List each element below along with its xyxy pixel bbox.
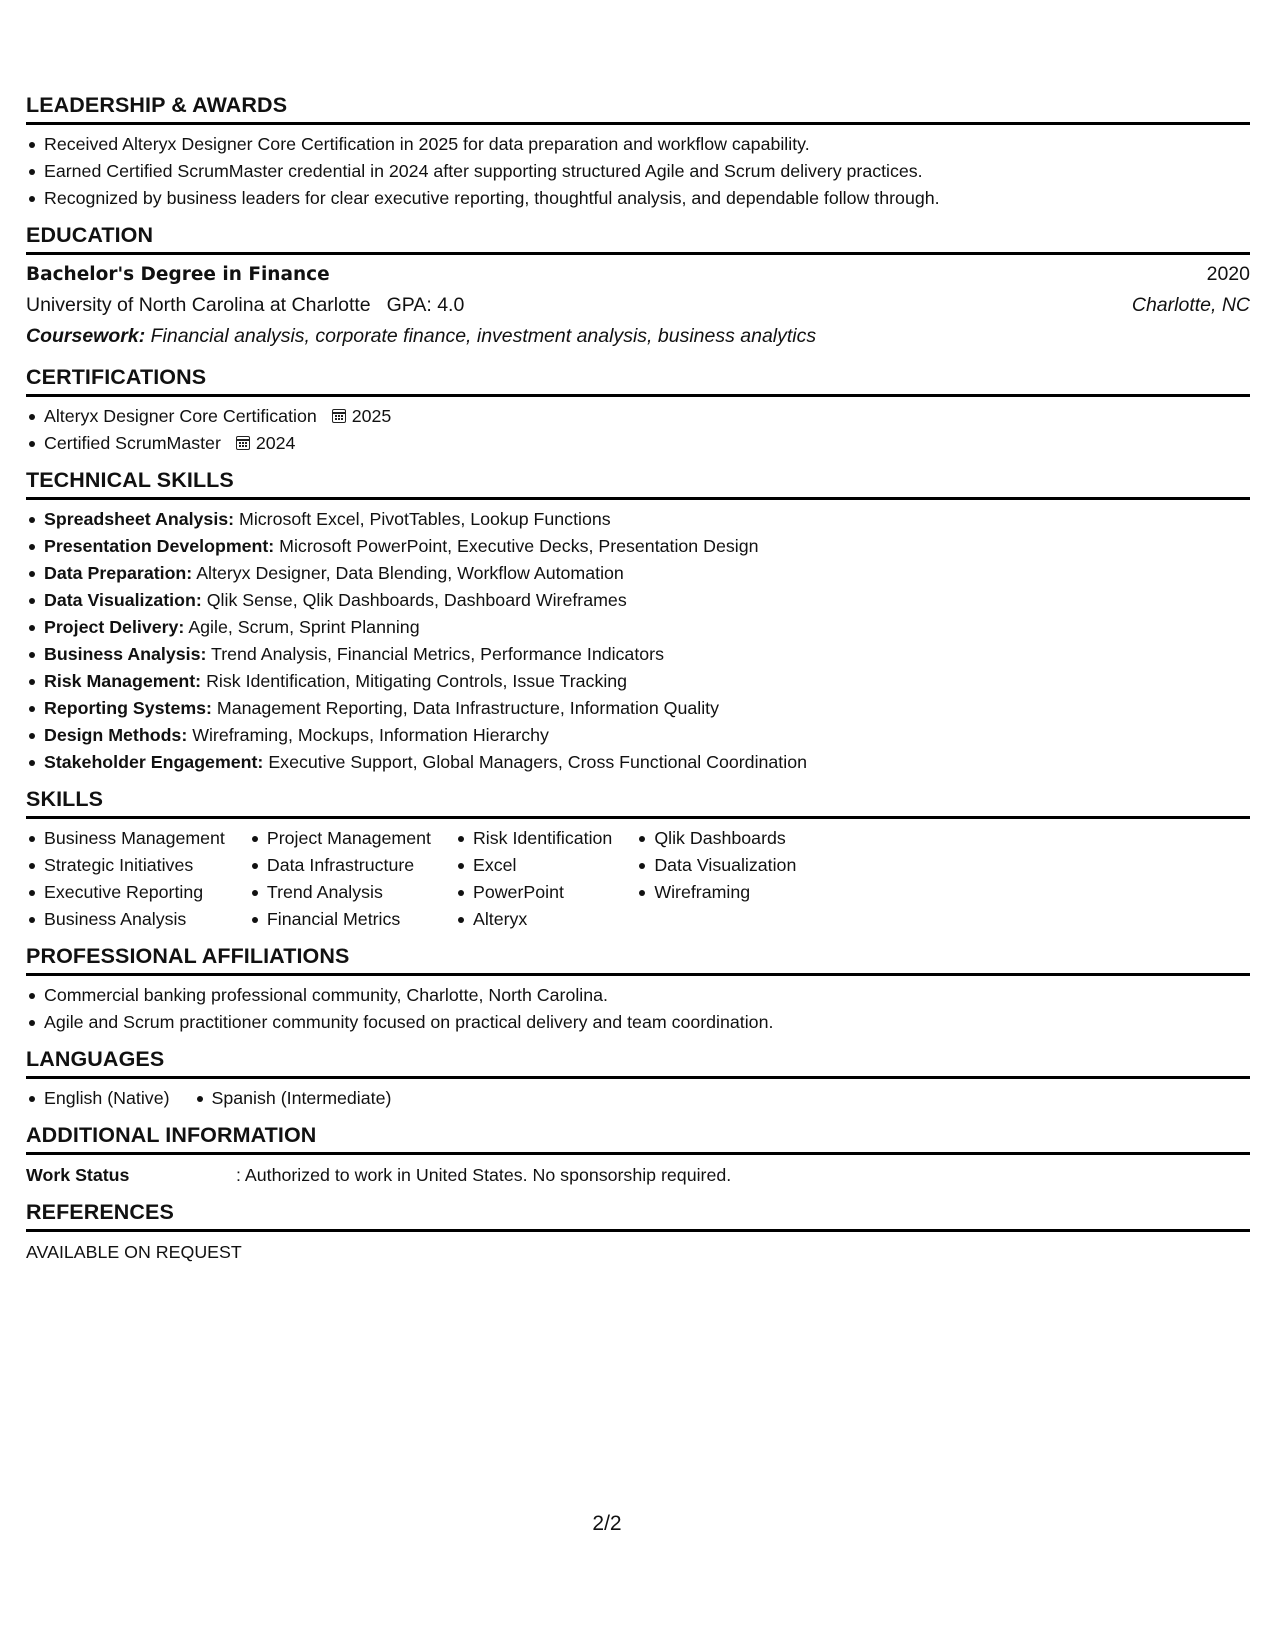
list-item: Business Management: [26, 825, 225, 852]
education-section: [26, 222, 1250, 352]
list-item: [26, 533, 1250, 560]
calendar-icon: [332, 409, 346, 423]
school-location: Charlotte, NC: [1131, 294, 1250, 316]
list-item: Qlik Dashboards: [636, 825, 796, 852]
section-title: EDUCATION: [26, 222, 1250, 255]
list-item: [26, 430, 1250, 457]
work-status-value: : Authorized to work in United States. No sponsorship required.: [236, 1165, 732, 1185]
skill-category: Design Methods:: [44, 725, 188, 745]
skill-values: Trend Analysis, Financial Metrics, Performance Indicators: [211, 644, 664, 664]
section-title: TECHNICAL SKILLS: [26, 467, 1250, 500]
degree: Bachelor's Degree in Finance: [26, 264, 330, 285]
list-item: [26, 722, 1250, 749]
skill-category: Presentation Development:: [44, 536, 275, 556]
list-item: [26, 641, 1250, 668]
languages-list: [26, 1085, 1250, 1112]
calendar-icon: [236, 436, 250, 450]
skill-values: Alteryx Designer, Data Blending, Workflow Automation: [196, 563, 624, 583]
skills-grid: [26, 825, 1250, 933]
list-item: [26, 749, 1250, 776]
section-title: CERTIFICATIONS: [26, 364, 1250, 397]
resume-page: [26, 92, 1250, 1276]
references-text: AVAILABLE ON REQUEST: [26, 1242, 242, 1262]
certifications-section: [26, 364, 1250, 457]
school-name: University of North Carolina at Charlotte: [26, 294, 371, 316]
skill-values: Executive Support, Global Managers, Cross Functional Coordination: [268, 752, 807, 772]
list-item: [26, 587, 1250, 614]
list-item: Data Infrastructure: [249, 852, 431, 879]
section-title: LANGUAGES: [26, 1046, 1250, 1079]
section-title: REFERENCES: [26, 1199, 1250, 1232]
skills-column: [249, 825, 431, 933]
skill-values: Qlik Sense, Qlik Dashboards, Dashboard Wireframes: [206, 590, 627, 610]
skill-category: Data Visualization:: [44, 590, 202, 610]
list-item: Recognized by business leaders for clear executive reporting, thoughtful analysis, and dependable follow through.: [26, 185, 1250, 212]
certification-name: Certified ScrumMaster: [44, 433, 221, 453]
skill-category: Stakeholder Engagement:: [44, 752, 264, 772]
certification-year: 2025: [351, 406, 392, 426]
list-item: Spanish (Intermediate): [194, 1085, 392, 1112]
certification-year: 2024: [255, 433, 296, 453]
coursework-text: Financial analysis, corporate finance, investment analysis, business analytics: [150, 325, 817, 347]
additional-information-section: [26, 1122, 1250, 1189]
list-item: Trend Analysis: [249, 879, 431, 906]
list-item: [26, 506, 1250, 533]
coursework-label: Coursework:: [26, 325, 146, 347]
skill-category: Project Delivery:: [44, 617, 185, 637]
section-title: LEADERSHIP & AWARDS: [26, 92, 1250, 125]
certification-name: Alteryx Designer Core Certification: [44, 406, 317, 426]
work-status-label: Work Status: [26, 1165, 130, 1185]
certifications-list: [26, 403, 1250, 457]
list-item: PowerPoint: [455, 879, 612, 906]
leadership-list: [26, 131, 1250, 212]
skills-section: [26, 786, 1250, 933]
skill-category: Data Preparation:: [44, 563, 193, 583]
graduation-year: 2020: [1206, 263, 1250, 285]
skills-column: [636, 825, 796, 933]
technical-skills-list: [26, 506, 1250, 776]
coursework: [26, 321, 1250, 352]
list-item: [26, 614, 1250, 641]
list-item: Alteryx: [455, 906, 612, 933]
list-item: Strategic Initiatives: [26, 852, 225, 879]
list-item: English (Native): [26, 1085, 170, 1112]
list-item: Received Alteryx Designer Core Certification in 2025 for data preparation and workflow capability.: [26, 131, 1250, 158]
leadership-section: [26, 92, 1250, 212]
gpa: GPA: 4.0: [386, 294, 465, 316]
section-title: PROFESSIONAL AFFILIATIONS: [26, 943, 1250, 976]
technical-skills-section: [26, 467, 1250, 776]
list-item: Excel: [455, 852, 612, 879]
skills-column: [26, 825, 225, 933]
skill-values: Agile, Scrum, Sprint Planning: [188, 617, 420, 637]
list-item: Executive Reporting: [26, 879, 225, 906]
affiliations-section: [26, 943, 1250, 1036]
list-item: Business Analysis: [26, 906, 225, 933]
skill-values: Management Reporting, Data Infrastructure, Information Quality: [216, 698, 719, 718]
list-item: Wireframing: [636, 879, 796, 906]
list-item: Commercial banking professional community, Charlotte, North Carolina.: [26, 982, 1250, 1009]
education-degree-row: [26, 259, 1250, 290]
skill-category: Risk Management:: [44, 671, 202, 691]
skill-category: Spreadsheet Analysis:: [44, 509, 235, 529]
section-title: ADDITIONAL INFORMATION: [26, 1122, 1250, 1155]
section-title: SKILLS: [26, 786, 1250, 819]
list-item: Risk Identification: [455, 825, 612, 852]
list-item: Project Management: [249, 825, 431, 852]
list-item: [26, 695, 1250, 722]
languages-section: [26, 1046, 1250, 1112]
references-section: [26, 1199, 1250, 1266]
list-item: Data Visualization: [636, 852, 796, 879]
list-item: Earned Certified ScrumMaster credential in 2024 after supporting structured Agile and Scrum delivery practices.: [26, 158, 1250, 185]
list-item: [26, 403, 1250, 430]
work-status-row: [26, 1161, 1250, 1189]
skills-column: [455, 825, 612, 933]
page-number: 2/2: [592, 1512, 622, 1535]
skill-values: Risk Identification, Mitigating Controls, Issue Tracking: [206, 671, 628, 691]
skill-values: Wireframing, Mockups, Information Hierarchy: [192, 725, 549, 745]
list-item: [26, 668, 1250, 695]
skill-values: Microsoft Excel, PivotTables, Lookup Functions: [239, 509, 611, 529]
skill-category: Reporting Systems:: [44, 698, 212, 718]
skill-values: Microsoft PowerPoint, Executive Decks, Presentation Design: [279, 536, 759, 556]
education-school-row: [26, 290, 1250, 321]
affiliations-list: [26, 982, 1250, 1036]
skill-category: Business Analysis:: [44, 644, 207, 664]
list-item: [26, 560, 1250, 587]
list-item: Financial Metrics: [249, 906, 431, 933]
list-item: Agile and Scrum practitioner community focused on practical delivery and team coordination.: [26, 1009, 1250, 1036]
